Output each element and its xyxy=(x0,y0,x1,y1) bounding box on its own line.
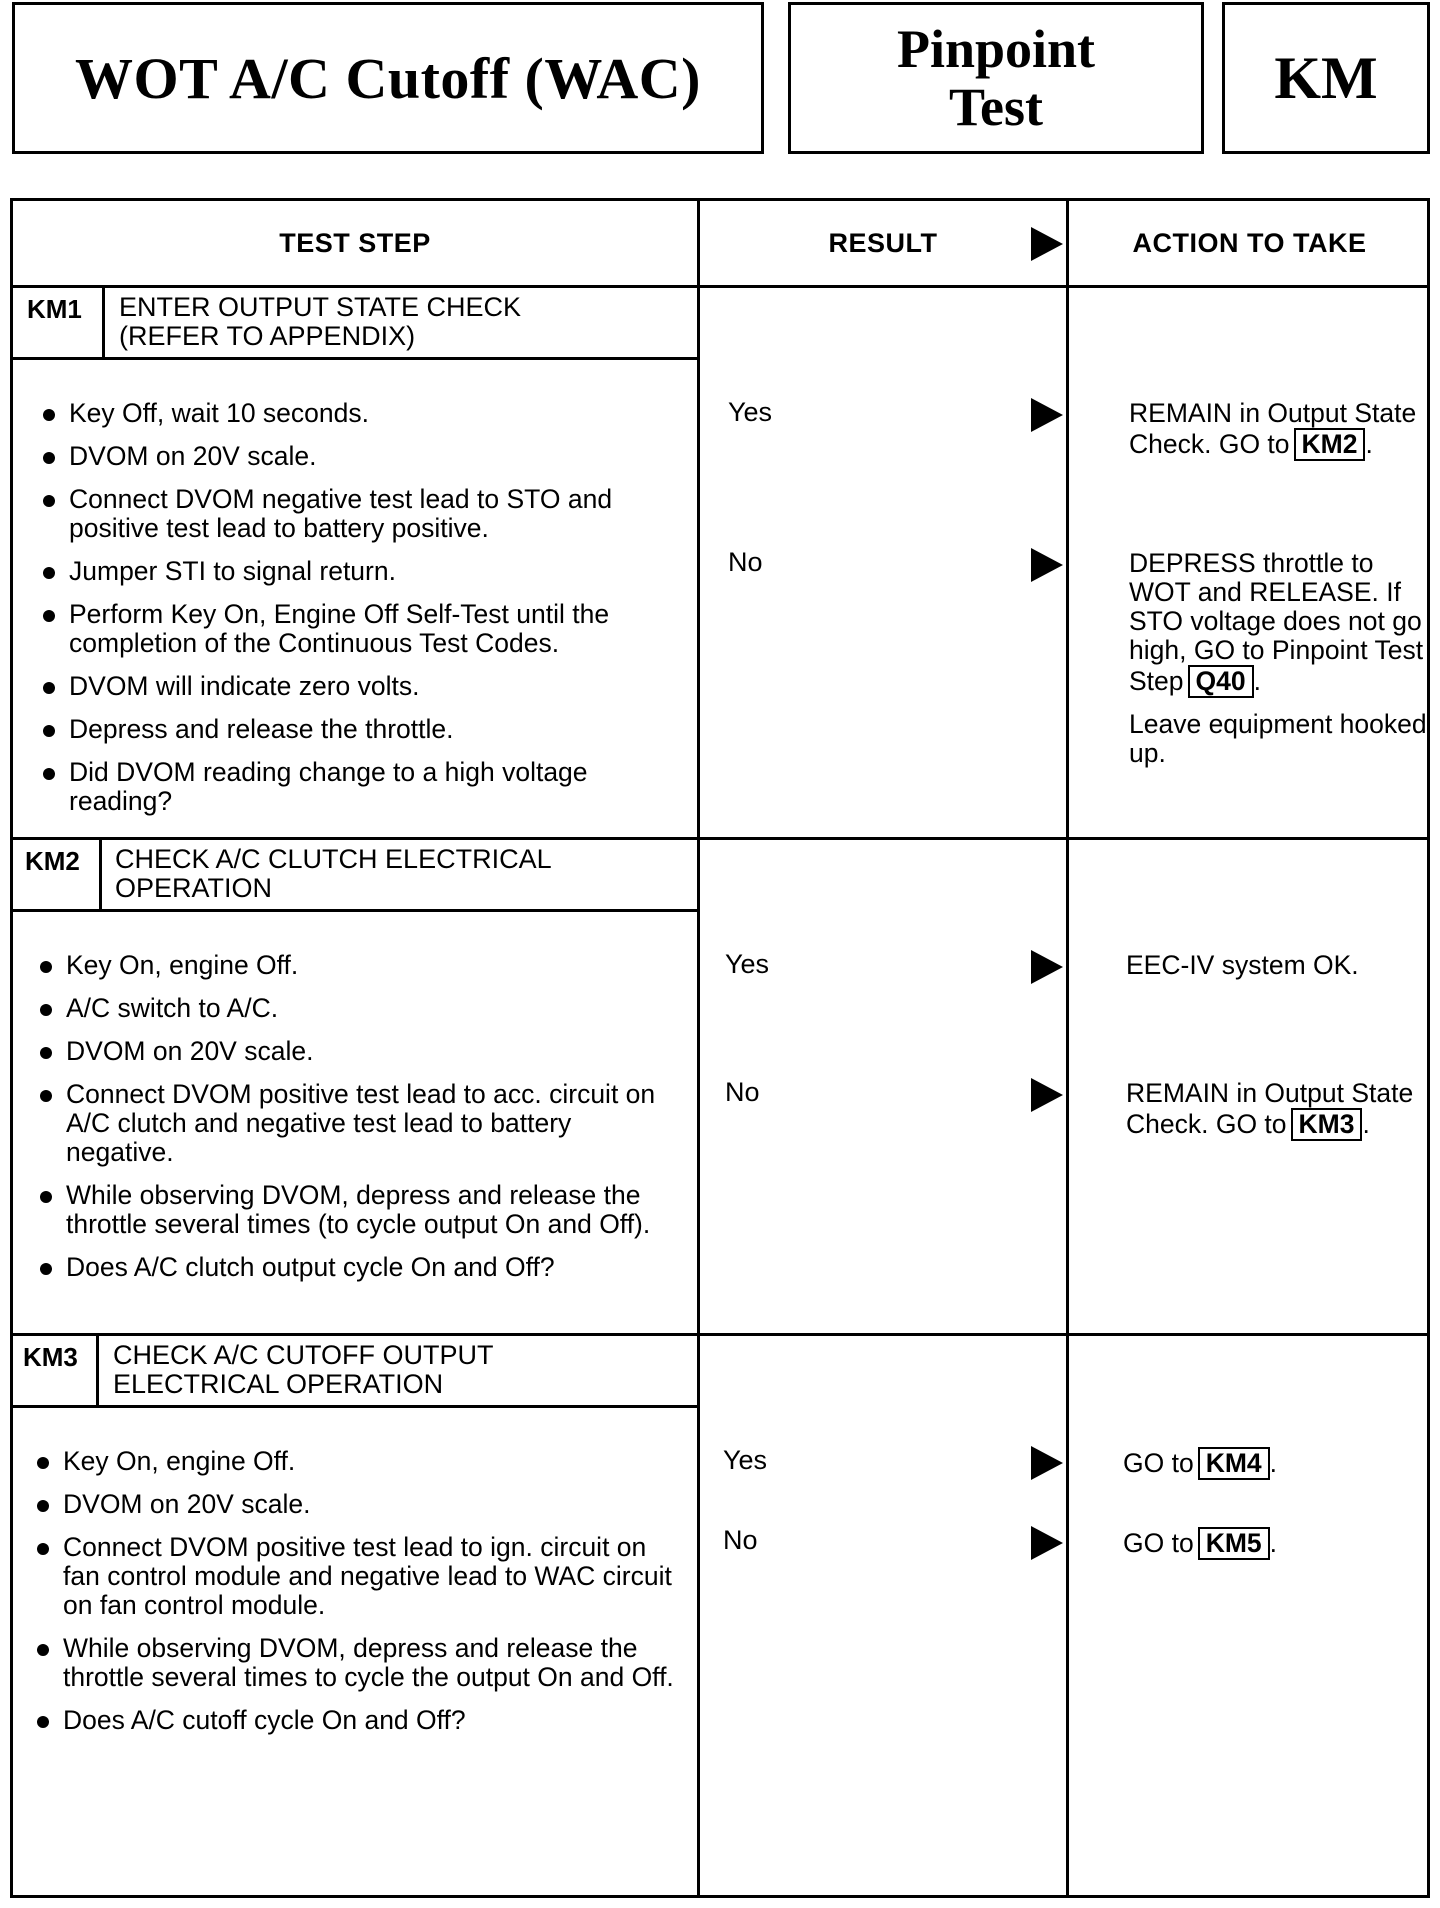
test-type-line1: Pinpoint xyxy=(896,19,1096,79)
list-item: While observing DVOM, depress and release the throttle several times to cycle the output On and Off. xyxy=(35,1634,680,1692)
list-item: Depress and release the throttle. xyxy=(41,715,681,744)
step-title-km2: CHECK A/C CLUTCH ELECTRICAL OPERATION xyxy=(115,844,552,903)
arrow-right-icon xyxy=(1031,1446,1063,1480)
list-item: DVOM will indicate zero volts. xyxy=(41,672,681,701)
list-item: DVOM on 20V scale. xyxy=(38,1037,678,1066)
km2-action-no: REMAIN in Output State Check. GO to KM3 . xyxy=(1126,1078,1414,1139)
step-ref-km2[interactable]: KM2 xyxy=(1294,428,1366,461)
arrow-right-icon xyxy=(1031,1078,1063,1112)
list-item: While observing DVOM, depress and release the throttle several times (to cycle output On and Off). xyxy=(38,1181,678,1239)
step-id-km1: KM1 xyxy=(27,294,82,324)
km1-divider xyxy=(13,837,1427,840)
arrow-right-icon xyxy=(1031,548,1063,582)
header-divider xyxy=(13,285,1427,288)
arrow-right-icon xyxy=(1031,227,1063,261)
page-title: WOT A/C Cutoff (WAC) xyxy=(75,45,701,111)
arrow-right-icon xyxy=(1031,950,1063,984)
test-type-line2: Test xyxy=(948,77,1044,137)
km1-result-no: No xyxy=(728,547,763,577)
test-code: KM xyxy=(1274,44,1378,111)
col-header-action: ACTION TO TAKE xyxy=(1132,227,1367,258)
list-item: Perform Key On, Engine Off Self-Test until the completion of the Continuous Test Codes. xyxy=(41,600,681,658)
list-item: Did DVOM reading change to a high voltage reading? xyxy=(41,758,681,816)
list-item: Key Off, wait 10 seconds. xyxy=(41,399,681,428)
km3-action-yes: GO to KM4 . xyxy=(1123,1448,1278,1478)
step-ref-q40[interactable]: Q40 xyxy=(1188,665,1254,698)
step-id-km3: KM3 xyxy=(23,1342,78,1372)
list-item: Connect DVOM positive test lead to acc. circuit on A/C clutch and negative test lead to battery negative. xyxy=(38,1080,678,1167)
divider-col1 xyxy=(697,201,700,1895)
km3-result-no: No xyxy=(723,1525,758,1555)
km2-divider xyxy=(13,1333,1427,1336)
km1-result-yes: Yes xyxy=(728,397,773,427)
km1-bullets xyxy=(41,399,681,816)
step-id-km2: KM2 xyxy=(25,846,80,876)
list-item: DVOM on 20V scale. xyxy=(41,442,681,471)
km1-action-no: DEPRESS throttle to WOT and RELEASE. If STO voltage does not go high, GO to Pinpoint Test Step Q40 . Leave equipment hooked up. xyxy=(1129,548,1427,768)
km3-title-divider xyxy=(13,1405,697,1408)
test-type-box xyxy=(788,2,1204,154)
col-header-test-step: TEST STEP xyxy=(279,227,431,258)
divider-col2 xyxy=(1066,201,1069,1895)
step-title-km1: ENTER OUTPUT STATE CHECK (REFER TO APPENDIX) xyxy=(119,292,522,351)
test-table xyxy=(10,198,1430,1898)
km2-title-divider xyxy=(13,909,697,912)
list-item: Connect DVOM positive test lead to ign. circuit on fan control module and negative lead to WAC circuit on fan control module. xyxy=(35,1533,680,1620)
col-header-result: RESULT xyxy=(828,227,938,258)
step-ref-km5[interactable]: KM5 xyxy=(1198,1527,1270,1560)
step-ref-km3[interactable]: KM3 xyxy=(1291,1108,1363,1141)
km3-result-yes: Yes xyxy=(723,1445,768,1475)
arrow-right-icon xyxy=(1031,398,1063,432)
list-item: A/C switch to A/C. xyxy=(38,994,678,1023)
km2-id-divider xyxy=(99,837,102,912)
km2-action-yes: EEC-IV system OK. xyxy=(1126,950,1359,980)
list-item: Does A/C clutch output cycle On and Off? xyxy=(38,1253,678,1282)
code-box xyxy=(1222,2,1430,154)
km3-action-no: GO to KM5 . xyxy=(1123,1528,1278,1558)
list-item: Key On, engine Off. xyxy=(35,1447,680,1476)
step-title-km3: CHECK A/C CUTOFF OUTPUT ELECTRICAL OPERATION xyxy=(113,1340,494,1399)
arrow-right-icon xyxy=(1031,1526,1063,1560)
km1-action-yes: REMAIN in Output State Check. GO to KM2 . xyxy=(1129,398,1417,459)
title-box xyxy=(12,2,764,154)
km2-result-yes: Yes xyxy=(725,949,770,979)
km3-bullets xyxy=(35,1447,680,1735)
list-item: Connect DVOM negative test lead to STO and positive test lead to battery positive. xyxy=(41,485,681,543)
km3-id-divider xyxy=(96,1333,99,1408)
list-item: Does A/C cutoff cycle On and Off? xyxy=(35,1706,680,1735)
step-ref-km4[interactable]: KM4 xyxy=(1198,1447,1270,1480)
km1-title-divider xyxy=(13,357,697,360)
km2-bullets xyxy=(38,951,678,1282)
list-item: Key On, engine Off. xyxy=(38,951,678,980)
list-item: DVOM on 20V scale. xyxy=(35,1490,680,1519)
km1-id-divider xyxy=(102,285,105,360)
list-item: Jumper STI to signal return. xyxy=(41,557,681,586)
km2-result-no: No xyxy=(725,1077,760,1107)
